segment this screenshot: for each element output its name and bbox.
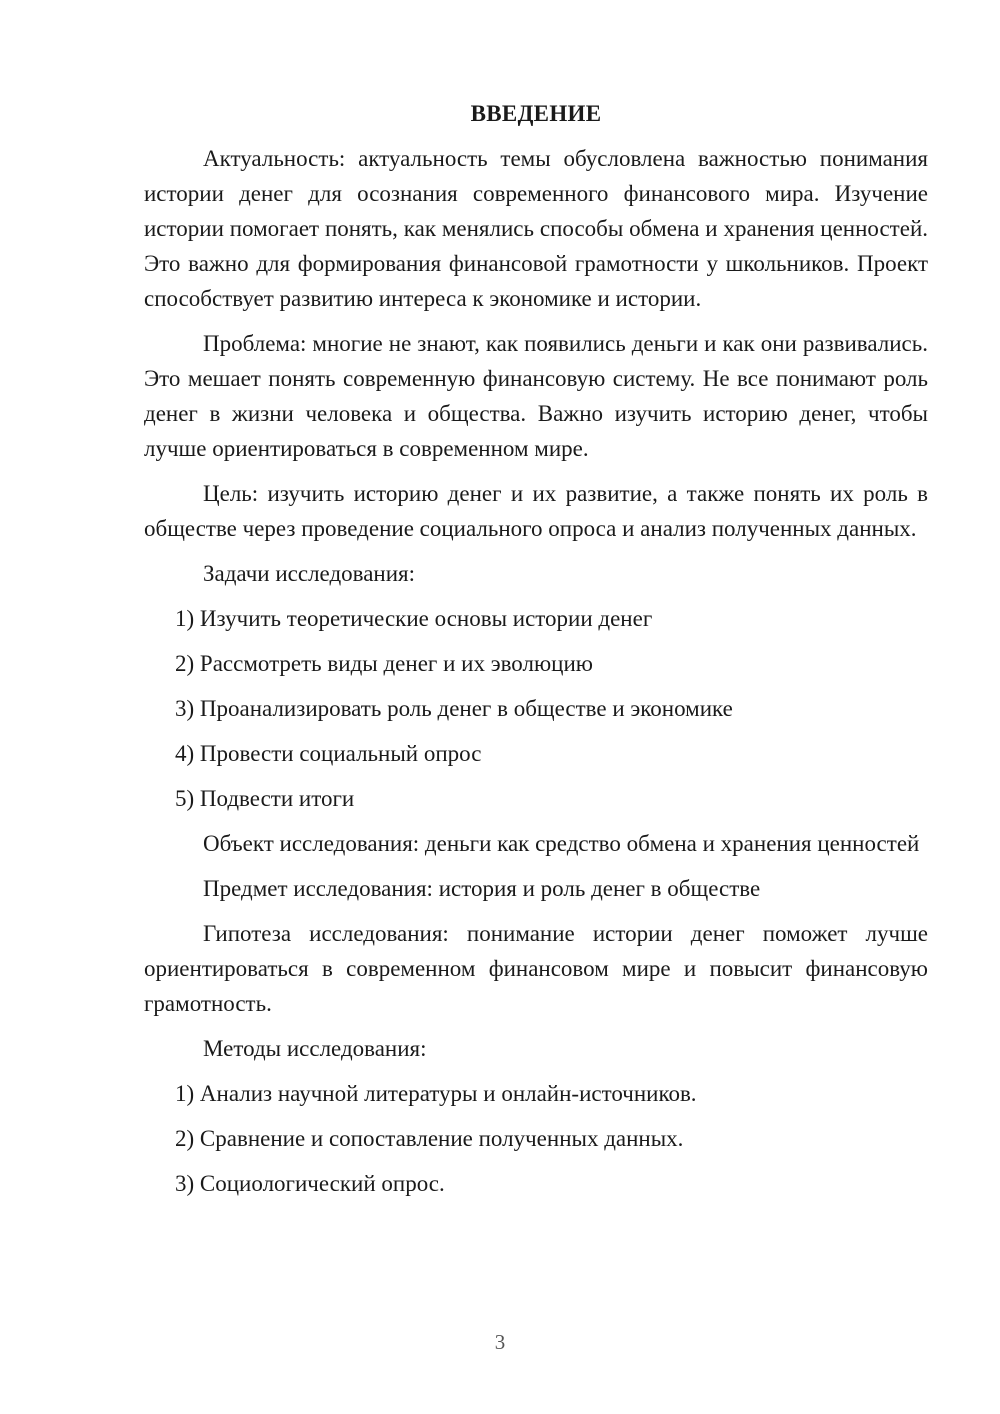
list-item: 2) Сравнение и сопоставление полученных данных. — [175, 1126, 684, 1151]
methods-heading: Методы исследования: — [203, 1036, 427, 1061]
paragraph-problem: Проблема: многие не знают, как появились деньги и как они развивались. Это мешает понять современную финансовую систему. Не все понимают роль денег в жизни человека и общества. Важно изучить историю денег, чтобы лучше ориентироваться в современном мире. — [144, 331, 928, 461]
page-title: ВВЕДЕНИЕ — [470, 101, 602, 126]
page-content — [144, 96, 928, 1211]
list-item: 3) Социологический опрос. — [175, 1171, 445, 1196]
paragraph-hypothesis: Гипотеза исследования: понимание истории денег поможет лучше ориентироваться в современном финансовом мире и повысит финансовую грамотность. — [144, 921, 928, 1016]
tasks-list — [144, 601, 928, 816]
paragraph-goal: Цель: изучить историю денег и их развитие, а также понять их роль в обществе через проведение социального опроса и анализ полученных данных. — [144, 481, 928, 541]
page-number: 3 — [494, 1330, 506, 1354]
list-item: 4) Провести социальный опрос — [175, 741, 482, 766]
paragraph-relevance: Актуальность: актуальность темы обусловлена важностью понимания истории денег для осознания современного финансового мира. Изучение истории помогает понять, как менялись способы обмена и хранения ценностей. Это важно для формирования финансовой грамотности у школьников. Проект способствует развитию интереса к экономике и истории. — [144, 146, 928, 311]
methods-list — [144, 1076, 928, 1201]
list-item: 5) Подвести итоги — [175, 786, 355, 811]
list-item: 2) Рассмотреть виды денег и их эволюцию — [175, 651, 593, 676]
list-item: 1) Анализ научной литературы и онлайн-источников. — [175, 1081, 697, 1106]
list-item: 1) Изучить теоретические основы истории денег — [175, 606, 653, 631]
tasks-heading: Задачи исследования: — [203, 561, 416, 586]
paragraph-object: Объект исследования: деньги как средство обмена и хранения ценностей — [203, 831, 920, 856]
list-item: 3) Проанализировать роль денег в обществе и экономике — [175, 696, 733, 721]
paragraph-subject: Предмет исследования: история и роль денег в обществе — [203, 876, 761, 901]
